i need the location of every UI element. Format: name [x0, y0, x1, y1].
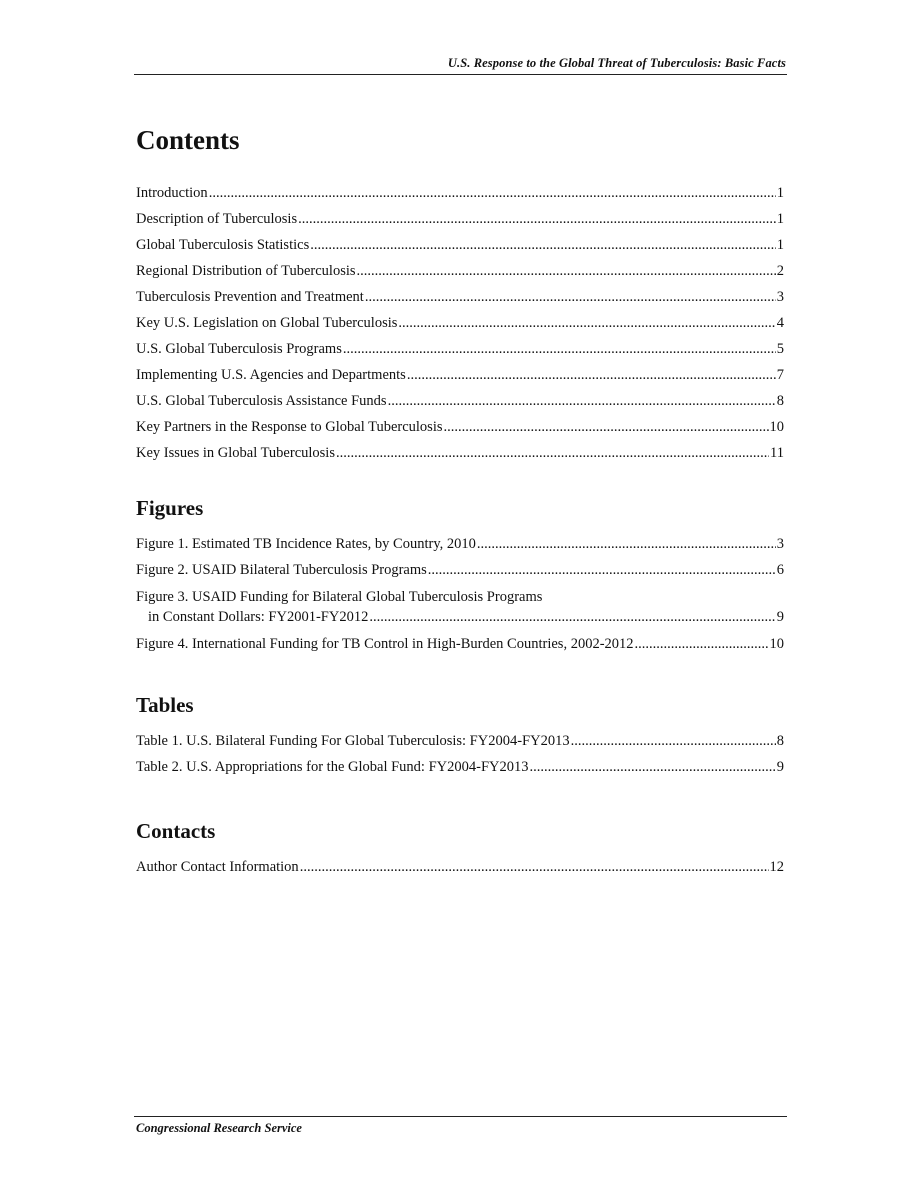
- figure-entry[interactable]: Figure 1. Estimated TB Incidence Rates, by Country, 2010 ..... 3: [136, 531, 784, 557]
- running-header: U.S. Response to the Global Threat of Tuberculosis: Basic Facts: [447, 56, 786, 70]
- contents-section: [136, 124, 784, 466]
- toc-entry[interactable]: Implementing U.S. Agencies and Departments ..... 7: [136, 362, 784, 388]
- leader-dots: [369, 607, 775, 627]
- leader-dots: [635, 631, 769, 657]
- header-rule: [134, 74, 787, 75]
- leader-dots: [529, 754, 775, 780]
- leader-dots: [343, 336, 776, 362]
- figure-entry[interactable]: Figure 2. USAID Bilateral Tuberculosis Programs ..... 6: [136, 557, 784, 583]
- tables-section: [136, 692, 784, 780]
- figure-entry[interactable]: Figure 4. International Funding for TB Control in High-Burden Countries, 2002-2012 ..... 10: [136, 631, 784, 657]
- contents-list: [136, 180, 784, 466]
- leader-dots: [444, 414, 769, 440]
- figure-entry[interactable]: Figure 3. USAID Funding for Bilateral Global Tuberculosis Programs in Constant Dollars: FY2001-FY2012 ..... 9: [136, 587, 784, 631]
- contents-heading: Contents: [136, 125, 240, 155]
- leader-dots: [209, 180, 776, 206]
- leader-dots: [388, 388, 776, 414]
- leader-dots: [477, 531, 776, 557]
- table-entry[interactable]: Table 1. U.S. Bilateral Funding For Global Tuberculosis: FY2004-FY2013 ..... 8: [136, 728, 784, 754]
- toc-entry[interactable]: Description of Tuberculosis ..... 1: [136, 206, 784, 232]
- leader-dots: [357, 258, 776, 284]
- tables-list: [136, 728, 784, 780]
- leader-dots: [398, 310, 775, 336]
- toc-entry[interactable]: Key Partners in the Response to Global Tuberculosis ..... 10: [136, 414, 784, 440]
- leader-dots: [365, 284, 776, 310]
- leader-dots: [300, 854, 769, 880]
- figures-list: [136, 531, 784, 657]
- leader-dots: [310, 232, 776, 258]
- leader-dots: [428, 557, 776, 583]
- contacts-list: [136, 854, 784, 880]
- toc-entry[interactable]: Tuberculosis Prevention and Treatment ..... 3: [136, 284, 784, 310]
- table-entry[interactable]: Table 2. U.S. Appropriations for the Global Fund: FY2004-FY2013 ..... 9: [136, 754, 784, 780]
- footer-rule: [134, 1116, 787, 1117]
- toc-entry[interactable]: U.S. Global Tuberculosis Programs ..... 5: [136, 336, 784, 362]
- leader-dots: [571, 728, 776, 754]
- tables-heading: Tables: [136, 693, 194, 717]
- contact-entry[interactable]: Author Contact Information ..... 12: [136, 854, 784, 880]
- toc-entry[interactable]: Global Tuberculosis Statistics ..... 1: [136, 232, 784, 258]
- leader-dots: [298, 206, 776, 232]
- toc-entry[interactable]: Key Issues in Global Tuberculosis ..... 11: [136, 440, 784, 466]
- leader-dots: [407, 362, 776, 388]
- footer: Congressional Research Service: [136, 1121, 302, 1135]
- leader-dots: [336, 440, 769, 466]
- figures-heading: Figures: [136, 496, 204, 520]
- contacts-section: [136, 818, 784, 880]
- toc-entry[interactable]: U.S. Global Tuberculosis Assistance Funds ..... 8: [136, 388, 784, 414]
- toc-entry[interactable]: Key U.S. Legislation on Global Tuberculosis ..... 4: [136, 310, 784, 336]
- toc-entry[interactable]: Introduction ..... 1: [136, 180, 784, 206]
- contacts-heading: Contacts: [136, 819, 216, 843]
- toc-entry[interactable]: Regional Distribution of Tuberculosis ..... 2: [136, 258, 784, 284]
- figures-section: [136, 495, 784, 657]
